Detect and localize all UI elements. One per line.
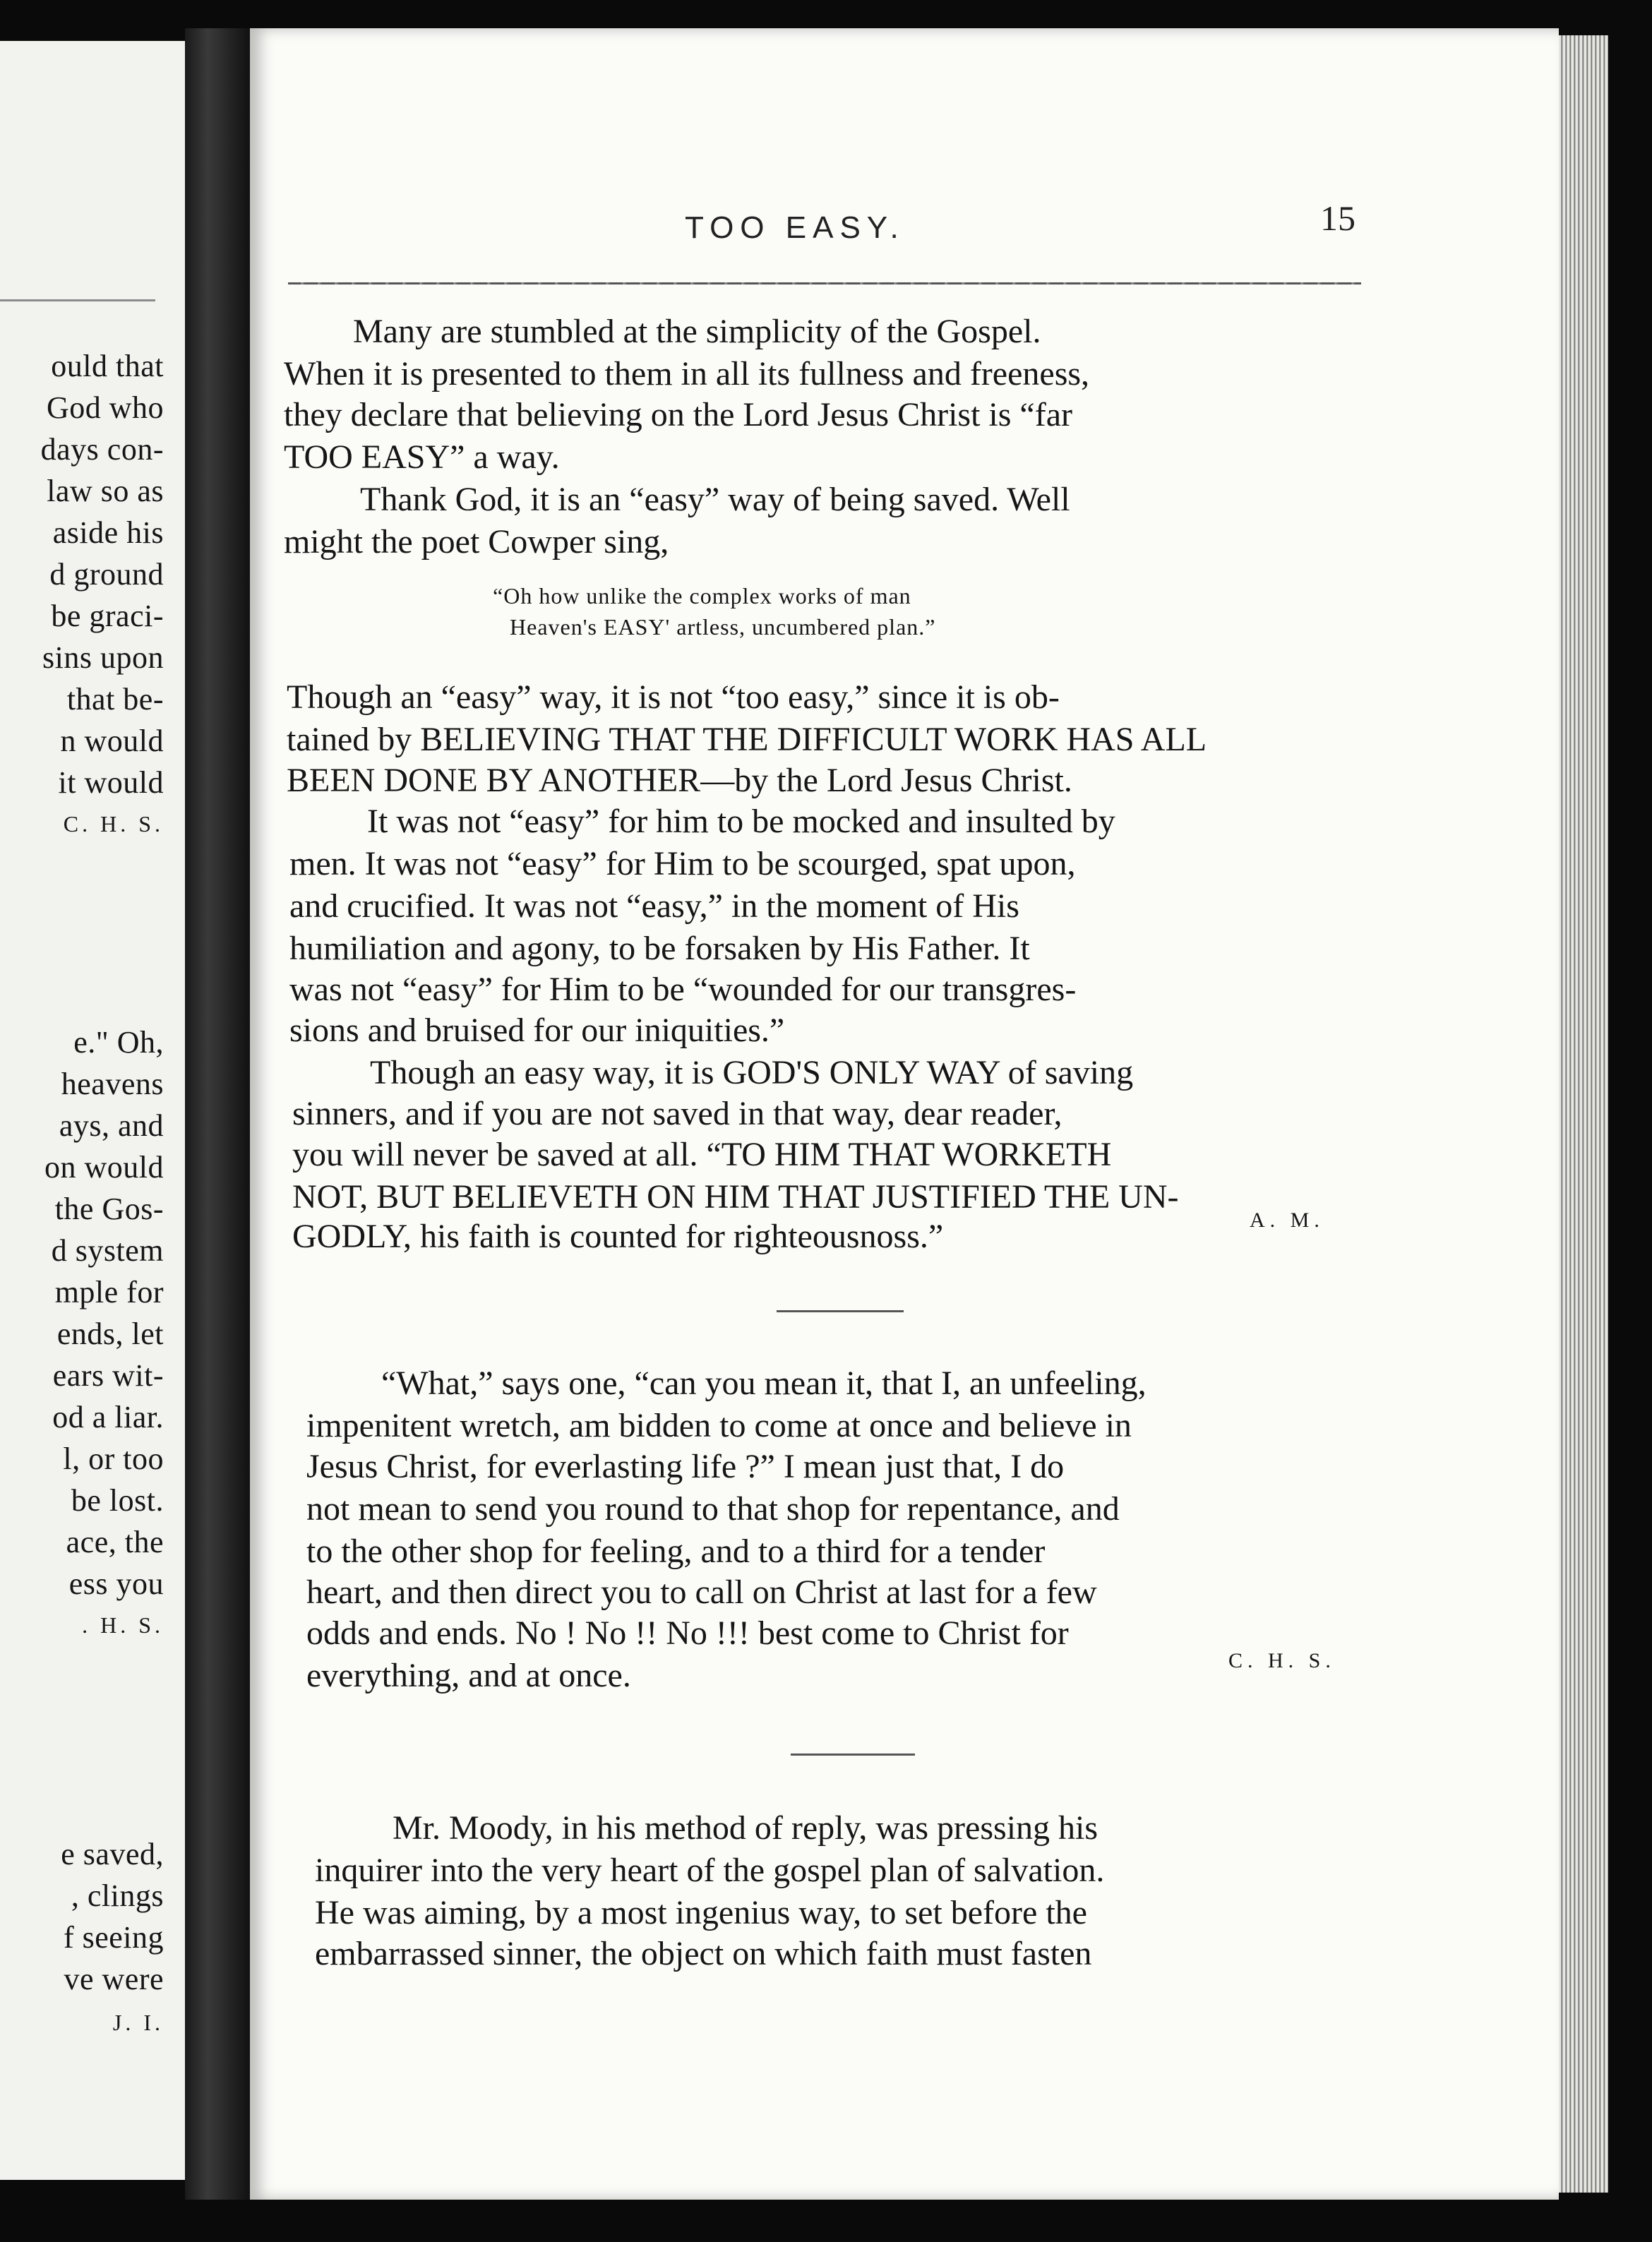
left-text-line: law so as: [47, 474, 164, 508]
paragraph-line: embarrassed sinner, the object on which faith must fasten: [315, 1935, 1092, 1972]
paragraph-line: heart, and then direct you to call on Christ at last for a few: [306, 1573, 1097, 1611]
paragraph-line: Many are stumbled at the simplicity of the Gospel.: [353, 313, 1041, 350]
signature: C. H. S.: [1228, 1649, 1336, 1672]
left-text-line: be lost.: [71, 1483, 164, 1518]
left-text-line: the Gos-: [54, 1192, 164, 1226]
paragraph-line: Though an easy way, it is GOD'S ONLY WAY of saving: [370, 1054, 1134, 1091]
left-text-line: it would: [58, 765, 164, 800]
left-text-line: ends, let: [56, 1317, 164, 1351]
paragraph-line: GODLY, his faith is counted for righteousnoss.”: [292, 1218, 944, 1255]
left-text-line: d system: [51, 1233, 164, 1268]
section-divider: [791, 1754, 915, 1756]
paragraph-line: impenitent wretch, am bidden to come at once and believe in: [306, 1407, 1132, 1444]
left-text-line: God who: [46, 390, 164, 425]
paragraph-line: everything, and at once.: [306, 1657, 631, 1694]
left-text-line: mple for: [54, 1275, 164, 1309]
left-text-line: be graci-: [51, 599, 164, 633]
paragraph-line: not mean to send you round to that shop for repentance, and: [306, 1490, 1120, 1528]
left-page-rule: [0, 299, 155, 301]
book-gutter: [185, 28, 250, 2200]
paragraph-line: It was not “easy” for him to be mocked and insulted by: [367, 803, 1115, 840]
header-rule: [288, 282, 1361, 284]
left-text-line: ess you: [68, 1566, 164, 1601]
left-signature: J. I.: [112, 2010, 164, 2035]
paragraph-line: Mr. Moody, in his method of reply, was pressing his: [393, 1809, 1099, 1847]
left-text-line: ears wit-: [52, 1358, 164, 1393]
paragraph-line: “What,” says one, “can you mean it, that I, an unfeeling,: [381, 1365, 1147, 1402]
paragraph-line: to the other shop for feeling, and to a third for a tender: [306, 1533, 1046, 1570]
left-text-line: that be-: [66, 682, 164, 717]
left-signature: C. H. S.: [63, 811, 164, 837]
paragraph-line: Jesus Christ, for everlasting life ?” I mean just that, I do: [306, 1448, 1065, 1485]
running-title: TOO EASY.: [685, 210, 905, 245]
left-text-line: on would: [44, 1150, 164, 1185]
paragraph-line: TOO EASY” a way.: [284, 438, 560, 476]
paragraph-line: tained by BELIEVING THAT THE DIFFICULT WORK HAS ALL: [287, 721, 1207, 758]
paragraph-line: BEEN DONE BY ANOTHER—by the Lord Jesus Christ.: [287, 762, 1072, 799]
paragraph-line: When it is presented to them in all its fullness and freeness,: [284, 355, 1090, 392]
paragraph-line: men. It was not “easy” for Him to be scourged, spat upon,: [289, 845, 1076, 882]
left-text-line: ve were: [64, 1962, 164, 1996]
paragraph-line: odds and ends. No ! No !! No !!! best come to Christ for: [306, 1614, 1069, 1652]
verse-line: “Oh how unlike the complex works of man: [493, 583, 911, 609]
left-text-line: sins upon: [42, 640, 164, 675]
left-text-line: ould that: [51, 349, 164, 383]
paragraph-line: He was aiming, by a most ingenius way, to set before the: [315, 1894, 1087, 1931]
left-text-line: n would: [60, 724, 164, 758]
paragraph-line: Though an “easy” way, it is not “too easy,” since it is ob-: [287, 678, 1060, 716]
paragraph-line: NOT, BUT BELIEVETH ON HIM THAT JUSTIFIED THE UN-: [292, 1178, 1179, 1216]
left-text-line: days con-: [40, 432, 164, 467]
paragraph-line: inquirer into the very heart of the gospel plan of salvation.: [315, 1852, 1105, 1889]
left-text-line: ace, the: [66, 1525, 164, 1559]
paragraph-line: sinners, and if you are not saved in that way, dear reader,: [292, 1095, 1063, 1132]
paragraph-line: you will never be saved at all. “TO HIM THAT WORKETH: [292, 1136, 1112, 1173]
paragraph-line: sions and bruised for our iniquities.”: [289, 1012, 785, 1049]
paragraph-line: Thank God, it is an “easy” way of being saved. Well: [360, 481, 1070, 518]
page-number: 15: [1320, 198, 1355, 238]
left-text-line: l, or too: [63, 1441, 164, 1476]
left-text-line: d ground: [49, 557, 164, 592]
page-edges: [1559, 35, 1608, 2193]
left-text-line: ays, and: [59, 1108, 164, 1143]
left-signature: . H. S.: [82, 1612, 164, 1638]
left-text-line: , clings: [71, 1878, 164, 1913]
paragraph-line: humiliation and agony, to be forsaken by His Father. It: [289, 930, 1030, 967]
left-text-line: aside his: [52, 515, 164, 550]
verse-line: Heaven's EASY' artless, uncumbered plan.”: [510, 614, 936, 640]
left-text-line: f seeing: [63, 1920, 164, 1955]
left-text-line: od a liar.: [52, 1400, 164, 1434]
paragraph-line: they declare that believing on the Lord Jesus Christ is “far: [284, 396, 1073, 433]
paragraph-line: and crucified. It was not “easy,” in the moment of His: [289, 887, 1019, 925]
paragraph-line: was not “easy” for Him to be “wounded for our transgres-: [289, 971, 1077, 1008]
section-divider: [777, 1310, 904, 1312]
signature: A. M.: [1250, 1209, 1324, 1232]
left-page: [0, 41, 185, 2180]
left-text-line: e saved,: [61, 1837, 164, 1871]
left-text-line: heavens: [61, 1067, 164, 1101]
left-text-line: e." Oh,: [73, 1025, 164, 1060]
paragraph-line: might the poet Cowper sing,: [284, 523, 669, 560]
